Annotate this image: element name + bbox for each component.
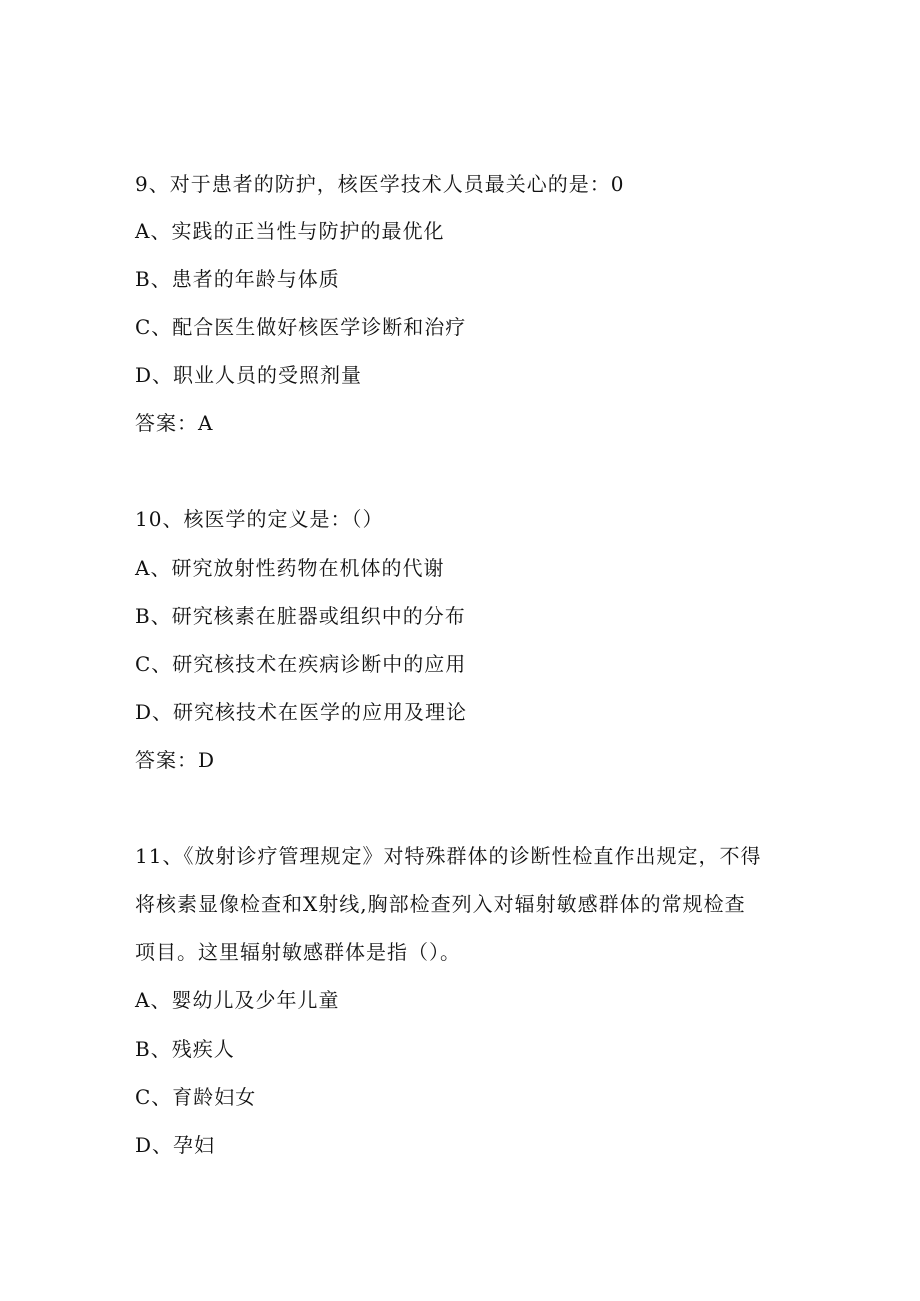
question-11-option-c: C、育龄妇女: [135, 1085, 257, 1109]
question-9-answer: 答案：A: [135, 411, 214, 435]
question-11-stem-line-2: 将核素显像检查和X射线,胸部检查列入对辐射敏感群体的常规检查: [135, 892, 746, 916]
question-9-option-b: B、患者的年龄与体质: [135, 267, 340, 291]
question-10-stem: 10、核医学的定义是：（）: [135, 507, 384, 531]
question-11-stem-line-1: 11、《放射诊疗管理规定》对特殊群体的诊断性检直作出规定，不得: [135, 844, 762, 868]
question-9-option-a: A、实践的正当性与防护的最优化: [135, 219, 445, 243]
question-11-stem-line-3: 项目。这里辐射敏感群体是指（）。: [135, 940, 461, 964]
question-10-answer: 答案：D: [135, 748, 216, 772]
question-10-option-d: D、研究核技术在医学的应用及理论: [135, 700, 468, 724]
question-10-option-a: A、研究放射性药物在机体的代谢: [135, 556, 445, 580]
question-11-option-a: A、婴幼儿及少年儿童: [135, 988, 340, 1012]
question-9-option-c: C、配合医生做好核医学诊断和治疗: [135, 315, 467, 339]
question-9-option-d: D、职业人员的受照剂量: [135, 363, 363, 387]
question-11-option-b: B、残疾人: [135, 1037, 235, 1061]
question-10-option-c: C、研究核技术在疾病诊断中的应用: [135, 652, 467, 676]
question-10-option-b: B、研究核素在脏器或组织中的分布: [135, 604, 466, 628]
question-9-stem: 9、对于患者的防护，核医学技术人员最关心的是：0: [135, 172, 625, 196]
question-11-option-d: D、孕妇: [135, 1133, 216, 1157]
